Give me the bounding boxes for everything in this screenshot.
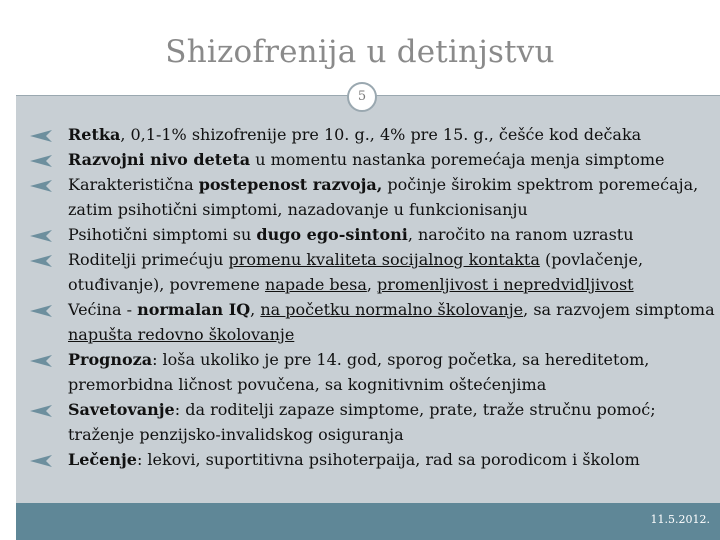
bullet-text: : da roditelji zapaze simptome, prate, traže stručnu pomoć; traženje penzijsko-invalidskog osiguranja <box>68 400 656 444</box>
bullet-text: Retka <box>68 125 121 144</box>
bullet-text: Psihotični simptomi su <box>68 225 257 244</box>
slide-date: 11.5.2012. <box>650 513 710 526</box>
arrowhead-bullet-icon <box>30 355 52 367</box>
bullet-text: Većina - <box>68 300 138 319</box>
bullet-text: Prognoza <box>68 350 153 369</box>
slide-header <box>0 0 720 95</box>
bullet-text: na početku normalno školovanje <box>260 300 524 319</box>
bullet-text: napade besa <box>264 275 367 294</box>
bullet-text: (povlačenje, otuđivanje), povremene <box>68 250 644 294</box>
arrowhead-bullet-icon <box>30 405 52 417</box>
bullet-text: promenljivost i nepredvidljivost <box>377 275 634 294</box>
bullet-text: u momentu nastanka poremećaja menja simptome <box>250 150 665 169</box>
page-number-badge: 5 <box>347 82 377 112</box>
arrowhead-bullet-icon <box>30 455 52 467</box>
bullet-text: Lečenje <box>68 450 137 469</box>
bullet-text: počinje širokim spektrom poremećaja, zatim psihotični simptomi, nazadovanje u funkcionisanju <box>68 175 699 219</box>
slide-title: Shizofrenija u detinjstvu <box>165 34 555 70</box>
arrowhead-bullet-icon <box>30 255 52 267</box>
bullet-text: napušta redovno školovanje <box>68 325 295 344</box>
footer-bar <box>16 503 720 540</box>
bullet-item <box>30 247 716 297</box>
bullet-item <box>30 447 716 472</box>
arrowhead-bullet-icon <box>30 155 52 167</box>
bullet-text: , naročito na ranom uzrastu <box>407 225 634 244</box>
bullet-text: : loša ukoliko je pre 14. god, sporog početka, sa hereditetom, premorbidna ličnost povučena, sa kognitivnim oštećenjima <box>68 350 650 394</box>
bullet-text: , <box>366 275 378 294</box>
arrowhead-bullet-icon <box>30 305 52 317</box>
arrowhead-bullet-icon <box>30 130 52 142</box>
bullet-item <box>30 347 716 397</box>
bullet-text: Razvojni nivo deteta <box>68 150 251 169</box>
bullet-text: , <box>250 300 261 319</box>
bullet-item <box>30 172 716 222</box>
bullet-list <box>30 122 716 472</box>
bullet-text: dugo ego-sintoni <box>256 225 408 244</box>
bullet-text: postepenost razvoja, <box>198 175 383 194</box>
bullet-text: Roditelji primećuju <box>68 250 229 269</box>
bullet-item <box>30 297 716 347</box>
bullet-item <box>30 222 716 247</box>
bullet-item <box>30 147 716 172</box>
bullet-item <box>30 397 716 447</box>
arrowhead-bullet-icon <box>30 230 52 242</box>
bullet-text: , sa razvojem simptoma <box>523 300 715 319</box>
bullet-text: Savetovanje <box>68 400 175 419</box>
bullet-item <box>30 122 716 147</box>
content-panel <box>16 96 720 503</box>
bullet-text: : lekovi, suportitivna psihoterpaija, rad sa porodicom i školom <box>136 450 640 469</box>
bullet-text: , 0,1-1% shizofrenije pre 10. g., 4% pre 15. g., češće kod dečaka <box>120 125 642 144</box>
bullet-text: normalan IQ <box>137 300 251 319</box>
bullet-text: Karakteristična <box>68 175 199 194</box>
bullet-text: promenu kvaliteta socijalnog kontakta <box>228 250 540 269</box>
arrowhead-bullet-icon <box>30 180 52 192</box>
